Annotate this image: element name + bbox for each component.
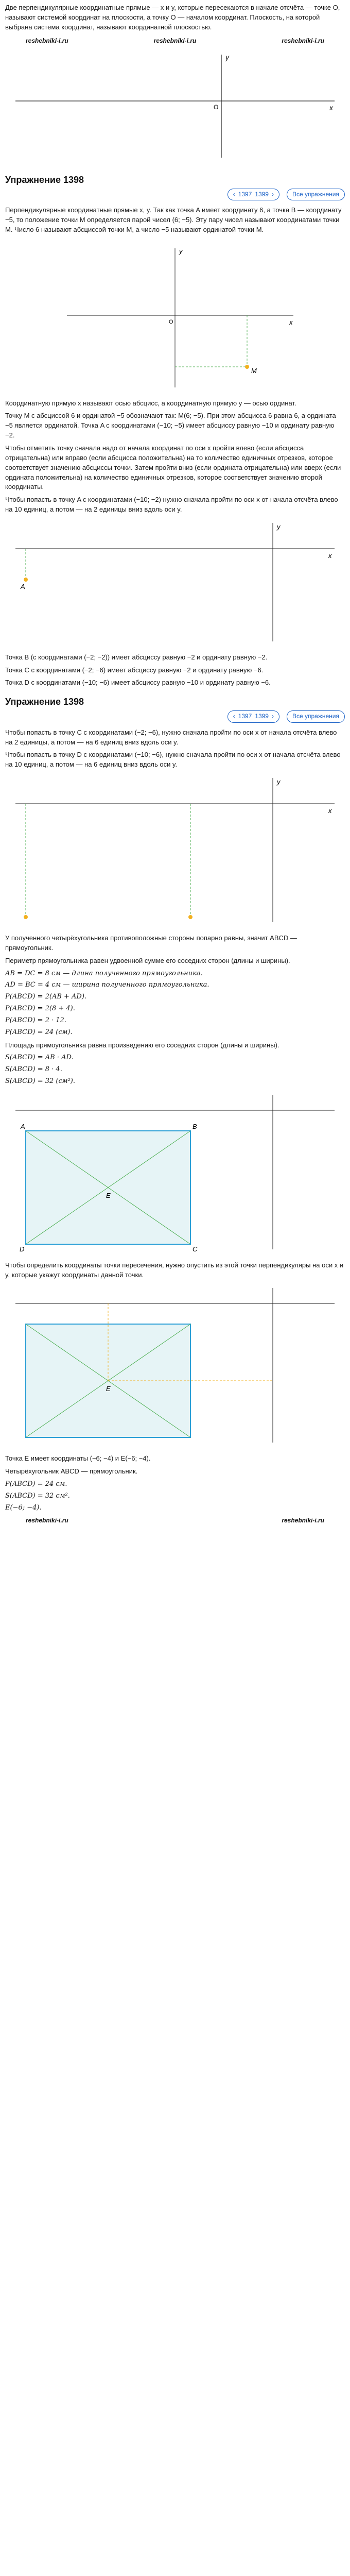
- next-arrow-icon[interactable]: ›: [271, 190, 274, 198]
- exercise-nav: [5, 189, 345, 200]
- point-E-label: E: [106, 1385, 111, 1393]
- coordinate-plane-E: [5, 1283, 345, 1448]
- paragraph: У полученного четырёхугольника противоположные стороны попарно равны, значит ABCD — прямоугольник.: [5, 934, 297, 952]
- formula: P(ABCD) = 2(AB + AD).: [5, 993, 87, 1001]
- nav-prev[interactable]: 1397: [238, 190, 252, 198]
- paragraph: Чтобы попасть в точку D с координатами (−10; −6), нужно сначала пройти по оси x от начала отсчёта влево на 10 единиц, а потом — на 6 единиц вниз вдоль оси y.: [5, 751, 341, 769]
- nav-pager[interactable]: [227, 710, 279, 722]
- axes-figure-A: [5, 518, 345, 650]
- paragraph: Чтобы попасть в точку C с координатами (−2; −6), нужно сначала пройти по оси x от начала отсчёта влево на 2 единицы, а потом — на 6 единиц вниз вдоль оси y.: [5, 728, 337, 746]
- x-axis-label: x: [328, 807, 332, 815]
- nav-prev[interactable]: 1397: [238, 713, 252, 720]
- paragraph: Чтобы определить координаты точки пересечения, нужно опустить из этой точки перпендикуляры на оси x и y, которые укажут координаты данной точки.: [5, 1261, 344, 1279]
- formula: P(ABCD) = 24 см.: [5, 1480, 67, 1488]
- formula: P(ABCD) = 2(8 + 4).: [5, 1005, 75, 1013]
- y-axis-label: y: [179, 247, 183, 255]
- nav-next[interactable]: 1399: [255, 190, 269, 198]
- y-axis-label: y: [277, 778, 281, 786]
- point-A-label: A: [21, 582, 25, 590]
- x-axis-label: x: [289, 318, 293, 326]
- formula: S(ABCD) = AB · AD.: [5, 1054, 74, 1062]
- point-A-label: A: [21, 1122, 25, 1130]
- paragraph: Четырёхугольник ABCD — прямоугольник.: [5, 1467, 138, 1476]
- coordinate-plane-1: [5, 49, 345, 163]
- exercise-nav: [5, 710, 345, 722]
- formula: S(ABCD) = 32 (см²).: [5, 1077, 75, 1086]
- axes-figure-CD: [5, 773, 345, 930]
- paragraph: Координатную прямую x называют осью абсцисс, а координатную прямую y — осью ординат.: [5, 399, 296, 407]
- axes-figure-1: [5, 49, 345, 166]
- formula: E(−6; −4).: [5, 1503, 42, 1512]
- axes-figure-M: [5, 238, 345, 396]
- origin-label: O: [169, 318, 173, 325]
- watermark: reshebniki-i.ru: [26, 1516, 68, 1524]
- paragraph: Точку M с абсциссой 6 и ординатой −5 обозначают так: M(6; −5). При этом абсцисса 6 равна 6, а ордината −5 является ординатой. Точка A с координатами (−10; −5) имеет абсциссу равную −10 и ординату равную −2.: [5, 412, 336, 439]
- point-D-label: D: [20, 1245, 25, 1253]
- formula: P(ABCD) = 24 (см).: [5, 1028, 73, 1036]
- point-M-label: M: [251, 366, 257, 375]
- y-axis-label: y: [277, 522, 281, 531]
- point-E-label: E: [106, 1191, 111, 1199]
- point-B-label: B: [192, 1122, 197, 1130]
- paragraph: Чтобы попасть в точку A с координатами (−10; −2) нужно сначала пройти по оси x от начала отсчёта влево на 10 единиц, а потом — на 2 единицы вниз вдоль оси y.: [5, 496, 338, 514]
- prev-arrow-icon[interactable]: ‹: [233, 190, 235, 198]
- rectangle-figure: [5, 1090, 345, 1258]
- paragraph: Чтобы отметить точку сначала надо от начала координат по оси x пройти влево (если абсцисса отрицательна) или вправо (если абсцисса положительна) на то количество единичных отрезков, которое соответствует значению абсциссы точки. Затем пройти вниз (если ордината отрицательна) или вверх (если ордината положительна) на количество единичных отрезков, которое соответствует значению второй координаты.: [5, 444, 341, 491]
- next-arrow-icon[interactable]: ›: [271, 713, 274, 720]
- coordinate-plane-CD: [5, 773, 345, 927]
- watermark: reshebniki-i.ru: [153, 37, 197, 44]
- paragraph: Перпендикулярные координатные прямые x, y. Так как точка A имеет координату 6, а точка B — координату −5, то положение точки M определяется парой чисел (6; −5). Эту пару чисел называют координатами точки M. Число 6 называют абсциссой точки M, а число −5 называют ординатой точки M.: [5, 206, 342, 233]
- x-axis-label: x: [328, 551, 332, 560]
- paragraph: Периметр прямоугольника равен удвоенной сумме его соседних сторон (длины и ширины).: [5, 956, 290, 964]
- paragraph: Точка C с координатами (−2; −6) имеет абсциссу равную −2 и ординату равную −6.: [5, 666, 264, 674]
- coordinate-plane-A: [5, 518, 345, 647]
- nav-pager[interactable]: [227, 189, 279, 200]
- nav-next[interactable]: 1399: [255, 713, 269, 720]
- paragraph: Точка E имеет координаты (−6; −4) и E(−6; −4).: [5, 1454, 151, 1463]
- point-C-label: C: [192, 1245, 198, 1253]
- watermark: reshebniki-i.ru: [282, 37, 324, 44]
- origin-label: O: [214, 103, 219, 111]
- formula: P(ABCD) = 2 · 12.: [5, 1016, 66, 1024]
- exercise-title: Упражнение 1398: [5, 174, 84, 185]
- y-axis-label: y: [225, 53, 229, 61]
- formula: S(ABCD) = 8 · 4.: [5, 1065, 62, 1074]
- formula: S(ABCD) = 32 см².: [5, 1492, 70, 1500]
- watermark: reshebniki-i.ru: [282, 1516, 324, 1524]
- formula: AD = BC = 4 см — ширина полученного прямоугольника.: [5, 981, 209, 989]
- all-exercises-link[interactable]: Все упражнения: [287, 710, 345, 722]
- intro-paragraph: Две перпендикулярные координатные прямые — x и y, которые пересекаются в начале отсчёта — точке O, называют системой координат на плоскости, а точку O — началом координат. Плоскость, на которой выбрана система координат, называют координатной плоскостью.: [5, 4, 340, 31]
- paragraph: Точка B (с координатами (−2; −2)) имеет абсциссу равную −2 и ординату равную −2.: [5, 653, 268, 661]
- coordinate-plane-M: [5, 238, 345, 393]
- paragraph: Площадь прямоугольника равна произведению его соседних сторон (длины и ширины).: [5, 1041, 279, 1049]
- formula: AB = DC = 8 см — длина полученного прямоугольника.: [5, 969, 203, 977]
- exercise-title: Упражнение 1398: [5, 697, 84, 707]
- coordinate-plane-rect: [5, 1090, 345, 1255]
- x-axis-label: x: [329, 103, 333, 112]
- prev-arrow-icon[interactable]: ‹: [233, 713, 235, 720]
- watermark: reshebniki-i.ru: [26, 37, 68, 44]
- rectangle-figure-E: [5, 1283, 345, 1451]
- all-exercises-link[interactable]: Все упражнения: [287, 189, 345, 200]
- paragraph: Точка D с координатами (−10; −6) имеет абсциссу равную −10 и ординату равную −6.: [5, 679, 271, 687]
